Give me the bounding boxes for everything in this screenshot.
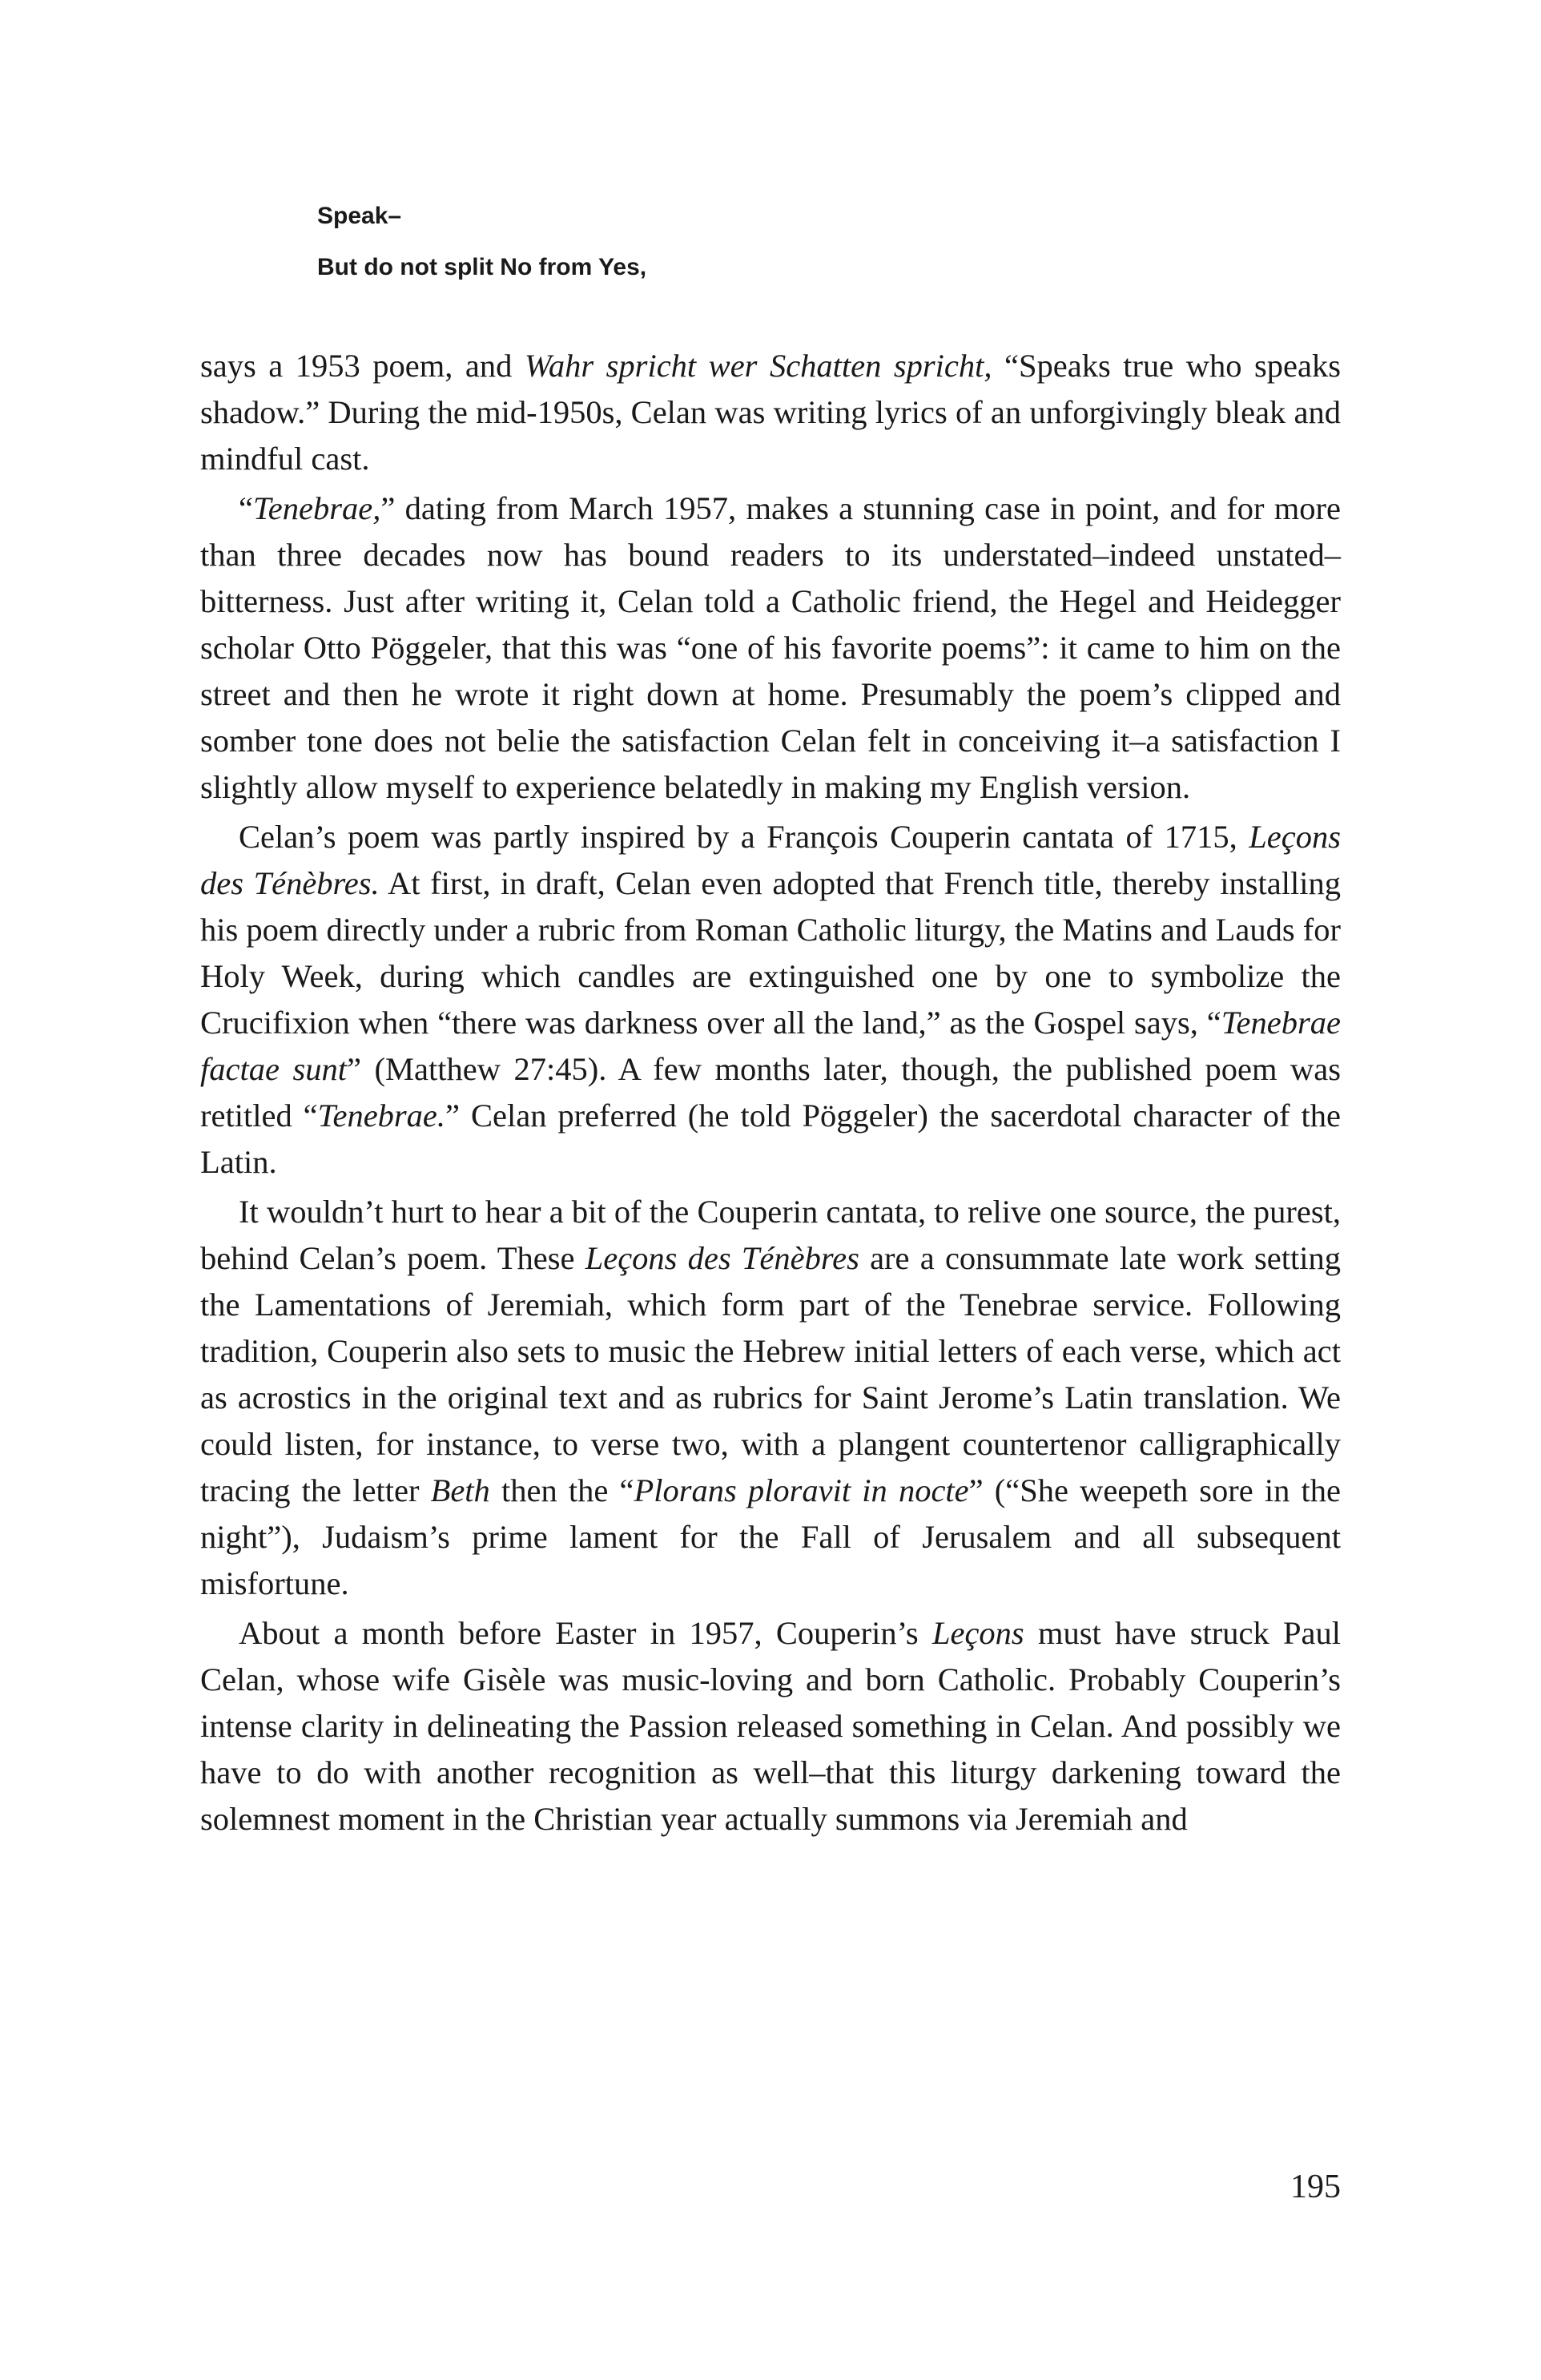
paragraph-4-italic-b: Leçons des Ténèbres: [585, 1240, 859, 1276]
paragraph-4-italic-f: Plorans ploravit in nocte: [634, 1472, 969, 1508]
epigraph-line-2: But do not split No from Yes,: [317, 254, 647, 280]
paragraph-4-text-g: ” (“She weepeth sore in the night”), Judaism’s prime lament for the Fall of Jerusalem and all subsequent misfortune.: [200, 1472, 1342, 1601]
paragraph-3-text-g: ” Celan preferred (he told Pöggeler) the sacerdotal character of the Latin.: [200, 1097, 1341, 1180]
paragraph-4-text-a: It wouldn’t hurt to hear a bit of the Couperin cantata, to relive one source, the purest, behind Celan’s poem. These: [200, 1194, 1341, 1276]
paragraph-2-text-a: “: [239, 490, 253, 526]
paragraph-4-text-e: then the “: [489, 1472, 634, 1508]
paragraph-3: [200, 814, 1341, 1186]
paragraph-4: [200, 1189, 1341, 1607]
paragraph-5-italic-b: Leçons: [931, 1615, 1024, 1651]
paragraph-1-text-a: says a 1953 poem, and: [200, 348, 525, 384]
paragraph-5-text-c: must have struck Paul Celan, whose wife Gisèle was music-loving and born Catholic. Probably Couperin’s intense clarity in delineating the Passion released something in Celan. And possibly we have to do with another recognition as well–that this liturgy darkening toward the solemnest moment in the Christian year actually summons via Jeremiah and: [200, 1615, 1341, 1837]
poem-epigraph: [317, 191, 646, 293]
paragraph-3-italic-b: Leçons des Ténèbres.: [200, 819, 1341, 901]
paragraph-2-italic-title: Tenebrae,: [252, 490, 381, 526]
epigraph-line-1: Speak–: [317, 203, 402, 229]
paragraph-1-italic-title: Wahr spricht wer Schatten spricht,: [524, 348, 992, 384]
paragraph-5-text-a: About a month before Easter in 1957, Couperin’s: [239, 1615, 932, 1651]
paragraph-3-text-c: At first, in draft, Celan even adopted that French title, thereby installing his poem directly under a rubric from Roman Catholic liturgy, the Matins and Lauds for Holy Week, during which candles are extinguished one by one to symbolize the Crucifixion when “there was darkness over all the land,” as the Gospel says, “: [200, 865, 1341, 1041]
paragraph-3-text-a: Celan’s poem was partly inspired by a François Couperin cantata of 1715,: [239, 819, 1249, 855]
paragraph-2-text-c: ” dating from March 1957, makes a stunning case in point, and for more than three decades now has bound readers to its understated–indeed unstated–bitterness. Just after writing it, Celan told a Catholic friend, the Hegel and Heidegger scholar Otto Pöggeler, that this was “one of his favorite poems”: it came to him on the street and then he wrote it right down at home. Presumably the poem’s clipped and somber tone does not belie the satisfaction Celan felt in conceiving it–a satisfaction I slightly allow myself to experience belatedly in making my English version.: [200, 490, 1341, 805]
paragraph-4-text-c: are a consummate late work setting the Lamentations of Jeremiah, which form part of the Tenebrae service. Following tradition, Couperin also sets to music the Hebrew initial letters of each verse, which act as acrostics in the original text and as rubrics for Saint Jerome’s Latin translation. We could listen, for instance, to verse two, with a plangent countertenor calligraphically tracing the letter: [200, 1240, 1341, 1508]
paragraph-1: [200, 343, 1341, 482]
paragraph-3-text-e: ” (Matthew 27:45). A few months later, though, the published poem was retitled “: [200, 1051, 1341, 1134]
paragraph-3-italic-f: Tenebrae.: [317, 1097, 446, 1134]
paragraph-4-italic-d: Beth: [430, 1472, 490, 1508]
paragraph-2: [200, 485, 1341, 811]
paragraph-1-text-c: “Speaks true who speaks shadow.” During the mid-1950s, Celan was writing lyrics of an unforgivingly bleak and mindful cast.: [200, 348, 1341, 477]
paragraph-5: [200, 1610, 1341, 1842]
paragraph-3-italic-d: Tenebrae factae sunt: [200, 1005, 1341, 1087]
page-number: 195: [1290, 2169, 1341, 2205]
body-text: [200, 343, 1341, 1846]
